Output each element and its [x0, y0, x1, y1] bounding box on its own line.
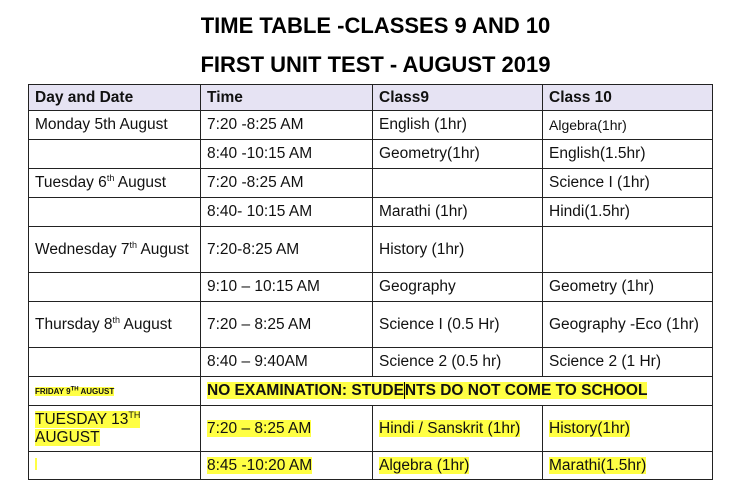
class10-cell: Marathi(1.5hr) — [543, 452, 713, 480]
table-row — [29, 273, 713, 302]
header-row — [29, 85, 713, 111]
table-row — [29, 198, 713, 227]
class10-cell: Science I (1hr) — [543, 169, 713, 198]
table-row — [29, 302, 713, 348]
class10-cell: English(1.5hr) — [543, 140, 713, 169]
day-cell: Monday 5th August — [29, 111, 201, 140]
time-cell: 8:45 -10:20 AM — [201, 452, 373, 480]
day-cell — [29, 273, 201, 302]
no-exam-notice: NO EXAMINATION: STUDENTS DO NOT COME TO SCHOOL — [201, 377, 713, 406]
table-row — [29, 348, 713, 377]
class10-cell: Geography -Eco (1hr) — [543, 302, 713, 348]
class9-cell: English (1hr) — [373, 111, 543, 140]
header-class9: Class9 — [373, 85, 543, 111]
day-cell: Tuesday 6th August — [29, 169, 201, 198]
title-line-1: TIME TABLE -CLASSES 9 AND 10 — [200, 13, 551, 38]
class10-cell — [543, 227, 713, 273]
table-row — [29, 406, 713, 452]
day-cell — [29, 198, 201, 227]
time-cell: 9:10 – 10:15 AM — [201, 273, 373, 302]
table-row — [29, 140, 713, 169]
time-cell: 7:20 – 8:25 AM — [201, 302, 373, 348]
header-day-date: Day and Date — [29, 85, 201, 111]
class10-cell: Science 2 (1 Hr) — [543, 348, 713, 377]
class10-cell: Algebra(1hr) — [543, 111, 713, 140]
time-cell: 7:20-8:25 AM — [201, 227, 373, 273]
class9-cell: History (1hr) — [373, 227, 543, 273]
class9-cell: Geometry(1hr) — [373, 140, 543, 169]
header-class10: Class 10 — [543, 85, 713, 111]
title-line-2: FIRST UNIT TEST - AUGUST 2019 — [200, 52, 551, 77]
timetable — [28, 84, 713, 480]
table-row — [29, 111, 713, 140]
table-row — [29, 227, 713, 273]
day-cell — [29, 377, 201, 406]
day-cell — [29, 452, 201, 480]
time-cell: 7:20 – 8:25 AM — [201, 406, 373, 452]
class10-cell: History(1hr) — [543, 406, 713, 452]
class10-cell: Geometry (1hr) — [543, 273, 713, 302]
table-row — [29, 377, 713, 406]
class9-cell: Geography — [373, 273, 543, 302]
class10-cell: Hindi(1.5hr) — [543, 198, 713, 227]
header-time: Time — [201, 85, 373, 111]
time-cell: 8:40 -10:15 AM — [201, 140, 373, 169]
table-row — [29, 169, 713, 198]
class9-cell: Hindi / Sanskrit (1hr) — [373, 406, 543, 452]
day-cell: Thursday 8th August — [29, 302, 201, 348]
time-cell: 7:20 -8:25 AM — [201, 169, 373, 198]
class9-cell — [373, 169, 543, 198]
day-cell — [29, 140, 201, 169]
time-cell: 8:40 – 9:40AM — [201, 348, 373, 377]
day-cell: Wednesday 7th August — [29, 227, 201, 273]
time-cell: 7:20 -8:25 AM — [201, 111, 373, 140]
class9-cell: Science 2 (0.5 hr) — [373, 348, 543, 377]
class9-cell: Science I (0.5 Hr) — [373, 302, 543, 348]
day-cell — [29, 348, 201, 377]
class9-cell: Marathi (1hr) — [373, 198, 543, 227]
time-cell: 8:40- 10:15 AM — [201, 198, 373, 227]
table-row — [29, 452, 713, 480]
highlight-mark — [35, 458, 37, 470]
friday-label: FRIDAY 9TH AUGUST — [35, 386, 115, 396]
class9-cell: Algebra (1hr) — [373, 452, 543, 480]
day-cell: TUESDAY 13TH AUGUST — [29, 406, 201, 452]
